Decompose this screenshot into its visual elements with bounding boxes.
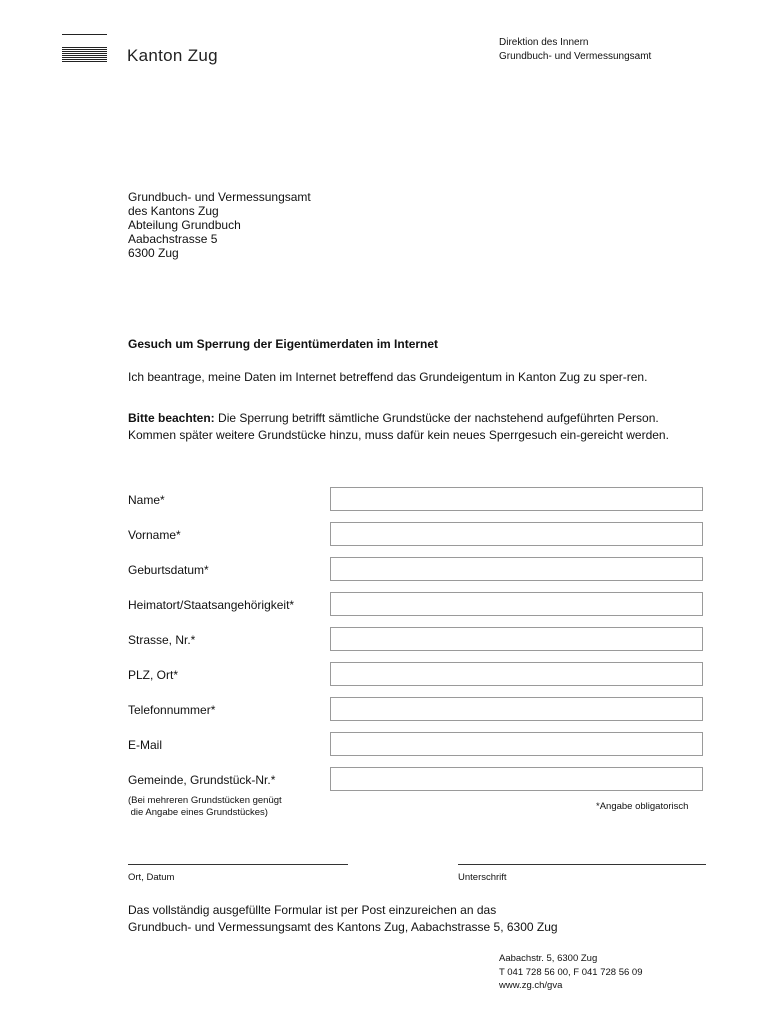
- field-label-firstname: Vorname*: [128, 528, 181, 542]
- place-date-line[interactable]: [128, 864, 348, 865]
- address-line: des Kantons Zug: [128, 204, 219, 218]
- logo-text: Kanton Zug: [127, 46, 218, 65]
- field-label-email: E-Mail: [128, 738, 163, 752]
- contact-website-link[interactable]: www.zg.ch/gva: [499, 980, 563, 991]
- required-note: *Angabe obligatorisch: [596, 801, 689, 812]
- citizenship-input[interactable]: [330, 592, 703, 616]
- parcel-note: (Bei mehreren Grundstücken genügt die Angabe eines Grundstückes): [128, 795, 282, 818]
- field-label-name: Name*: [128, 493, 165, 507]
- department-line: Direktion des Innern: [499, 37, 589, 48]
- form-row-phone: [128, 697, 706, 723]
- submission-instruction: [128, 902, 558, 936]
- name-input[interactable]: [330, 487, 703, 511]
- phone-input[interactable]: [330, 697, 703, 721]
- recipient-address: [128, 190, 311, 260]
- form-row-email: [128, 732, 706, 758]
- address-line: Abteilung Grundbuch: [128, 218, 241, 232]
- street-input[interactable]: [330, 627, 703, 651]
- email-input[interactable]: [330, 732, 703, 756]
- field-label-citizenship: Heimatort/Staatsangehörigkeit*: [128, 598, 295, 612]
- address-line: 6300 Zug: [128, 246, 179, 260]
- instruction-line: Das vollständig ausgefüllte Formular ist per Post einzureichen an das: [128, 903, 497, 917]
- form-row-zip-city: [128, 662, 706, 688]
- zip-city-input[interactable]: [330, 662, 703, 686]
- notice-paragraph: [128, 410, 708, 444]
- form-row-citizenship: [128, 592, 706, 618]
- contact-address: Aabachstr. 5, 6300 Zug: [499, 953, 598, 964]
- signature-label: Unterschrift: [458, 872, 507, 883]
- form-row-birthdate: [128, 557, 706, 583]
- field-label-birthdate: Geburtsdatum*: [128, 563, 209, 577]
- request-paragraph: Ich beantrage, meine Daten im Internet betreffend das Grundeigentum in Kanton Zug zu sper-ren.: [128, 370, 648, 384]
- canton-logo-mark: [62, 34, 107, 64]
- form-row-street: [128, 627, 706, 653]
- parcel-input[interactable]: [330, 767, 703, 791]
- logo-stripes: [62, 47, 107, 62]
- address-line: Grundbuch- und Vermessungsamt: [128, 190, 311, 204]
- address-line: Aabachstrasse 5: [128, 232, 218, 246]
- notice-label: Bitte beachten:: [128, 411, 215, 425]
- field-label-zip-city: PLZ, Ort*: [128, 668, 179, 682]
- department-block: [499, 36, 651, 63]
- instruction-line: Grundbuch- und Vermessungsamt des Kantons Zug, Aabachstrasse 5, 6300 Zug: [128, 920, 558, 934]
- field-label-parcel: Gemeinde, Grundstück-Nr.*: [128, 773, 276, 787]
- signature-line[interactable]: [458, 864, 706, 865]
- firstname-input[interactable]: [330, 522, 703, 546]
- form-row-name: [128, 487, 706, 513]
- contact-block: [499, 952, 643, 993]
- notice-text: Die Sperrung betrifft sämtliche Grundstücke der nachstehend aufgeführten Person. Kommen später weitere Grundstücke hinzu, muss dafür kein neues Sperrgesuch ein-gereicht werden.: [128, 411, 669, 442]
- field-label-street: Strasse, Nr.*: [128, 633, 196, 647]
- birthdate-input[interactable]: [330, 557, 703, 581]
- form-row-firstname: [128, 522, 706, 548]
- department-line: Grundbuch- und Vermessungsamt: [499, 50, 652, 62]
- form-row-parcel: [128, 767, 706, 793]
- field-label-phone: Telefonnummer*: [128, 703, 216, 717]
- place-date-label: Ort, Datum: [128, 872, 175, 883]
- contact-phone: T 041 728 56 00, F 041 728 56 09: [499, 966, 643, 978]
- document-title: Gesuch um Sperrung der Eigentümerdaten im Internet: [128, 337, 439, 351]
- logo-top-line: [62, 34, 107, 35]
